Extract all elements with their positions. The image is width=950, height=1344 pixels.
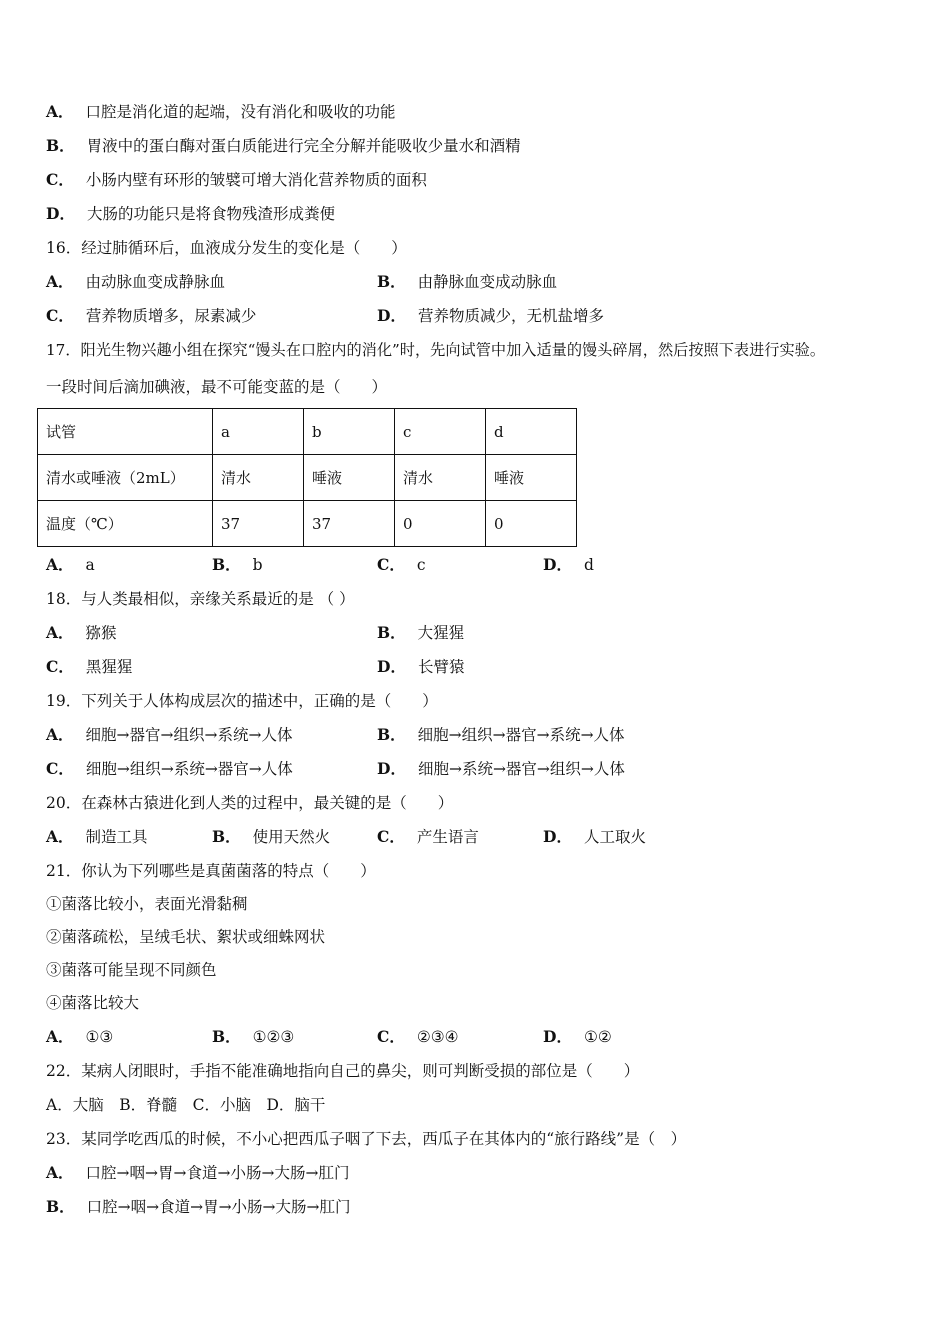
option-text: 长臂猿	[417, 658, 465, 676]
q20-option-d	[543, 827, 646, 847]
table-cell: 试管	[38, 409, 213, 455]
q17-stem-line1: 17．阳光生物兴趣小组在探究“馒头在口腔内的消化”时，先向试管中加入适量的馒头碎屑，然后按照下表进行实验。	[46, 341, 826, 359]
option-label: D．	[543, 1027, 572, 1046]
table-cell: 37	[304, 501, 395, 547]
q15-option-d	[46, 204, 335, 224]
option-text: ①②	[583, 1028, 612, 1046]
option-text: 口腔→咽→食道→胃→小肠→大肠→肛门	[86, 1198, 351, 1216]
q19-option-a	[46, 725, 292, 745]
q21-option-c	[377, 1027, 459, 1047]
option-text: 产生语言	[416, 828, 479, 846]
table-cell: 0	[395, 501, 486, 547]
option-label: A．	[46, 1027, 74, 1046]
option-label: A．	[46, 102, 74, 121]
option-label: A．	[46, 725, 74, 744]
option-label: C．	[46, 657, 74, 676]
q23-option-a	[46, 1163, 349, 1183]
option-label: B．	[377, 272, 406, 291]
table-cell: 温度（℃）	[38, 501, 213, 547]
option-text: c	[416, 556, 426, 574]
option-label: D．	[543, 555, 572, 574]
table-cell: b	[304, 409, 395, 455]
option-text: 由动脉血变成静脉血	[85, 273, 226, 291]
q18-option-d	[377, 657, 464, 677]
q19-option-b	[377, 725, 625, 745]
q21-stem: 21．你认为下列哪些是真菌菌落的特点（ ）	[46, 862, 376, 880]
option-text: 猕猴	[85, 624, 117, 642]
q21-item-2: ②菌落疏松，呈绒毛状、絮状或细蛛网状	[46, 928, 326, 946]
option-label: B．	[212, 1027, 241, 1046]
q19-option-d	[377, 759, 625, 779]
table-cell: a	[213, 409, 304, 455]
q21-option-a	[46, 1027, 113, 1047]
table-row	[38, 409, 577, 455]
q17-option-c	[377, 555, 426, 575]
q20-stem: 20．在森林古猿进化到人类的过程中，最关键的是（ ）	[46, 794, 454, 812]
option-text: 细胞→组织→系统→器官→人体	[85, 760, 293, 778]
option-text: 人工取火	[583, 828, 646, 846]
option-text: 由静脉血变成动脉血	[417, 273, 558, 291]
option-text: 细胞→组织→器官→系统→人体	[417, 726, 625, 744]
table-cell: 0	[486, 501, 577, 547]
table-cell: 37	[213, 501, 304, 547]
table-row	[38, 501, 577, 547]
option-label: B．	[377, 623, 406, 642]
option-text: 胃液中的蛋白酶对蛋白质能进行完全分解并能吸收少量水和酒精	[86, 137, 521, 155]
q18-option-b	[377, 623, 464, 643]
table-cell: 清水	[213, 455, 304, 501]
option-label: C．	[377, 1027, 405, 1046]
q18-option-c	[46, 657, 132, 677]
option-text: 制造工具	[85, 828, 148, 846]
option-text: 细胞→器官→组织→系统→人体	[85, 726, 293, 744]
option-label: D．	[543, 827, 572, 846]
q16-option-c	[46, 306, 256, 326]
option-text: 营养物质减少，无机盐增多	[417, 307, 604, 325]
option-text: 营养物质增多，尿素减少	[85, 307, 257, 325]
q22-options: A．大脑 B．脊髓 C．小脑 D．脑干	[46, 1096, 326, 1114]
option-text: ①③	[85, 1028, 114, 1046]
table-cell: 唾液	[304, 455, 395, 501]
option-label: C．	[46, 759, 74, 778]
table-cell: 唾液	[486, 455, 577, 501]
q21-option-d	[543, 1027, 612, 1047]
q17-option-d	[543, 555, 594, 575]
table-cell: c	[395, 409, 486, 455]
q17-option-b	[212, 555, 263, 575]
q15-option-a	[46, 102, 396, 122]
q17-option-a	[46, 555, 95, 575]
option-text: 口腔是消化道的起端，没有消化和吸收的功能	[85, 103, 396, 121]
q23-option-b	[46, 1197, 351, 1217]
option-label: B．	[212, 555, 241, 574]
option-text: ①②③	[252, 1028, 295, 1046]
q23-stem: 23．某同学吃西瓜的时候，不小心把西瓜子咽了下去，西瓜子在其体内的“旅行路线”是（ ）	[46, 1130, 687, 1148]
option-text: a	[85, 556, 95, 574]
q21-item-1: ①菌落比较小，表面光滑黏稠	[46, 895, 248, 913]
q18-stem: 18．与人类最相似，亲缘关系最近的是 （ ）	[46, 590, 355, 608]
option-label: C．	[46, 170, 74, 189]
q19-option-c	[46, 759, 293, 779]
option-label: B．	[212, 827, 241, 846]
option-label: A．	[46, 1163, 74, 1182]
option-text: 小肠内壁有环形的皱襞可增大消化营养物质的面积	[85, 171, 427, 189]
experiment-table	[37, 408, 577, 547]
option-label: D．	[46, 204, 75, 223]
option-label: D．	[377, 657, 406, 676]
option-label: D．	[377, 306, 406, 325]
option-text: ②③④	[416, 1028, 459, 1046]
table-cell: d	[486, 409, 577, 455]
option-label: A．	[46, 555, 74, 574]
q15-option-c	[46, 170, 427, 190]
option-label: A．	[46, 272, 74, 291]
q20-option-a	[46, 827, 148, 847]
q17-stem-line2: 一段时间后滴加碘液，最不可能变蓝的是（ ）	[46, 378, 388, 396]
q16-option-a	[46, 272, 225, 292]
option-label: B．	[46, 136, 75, 155]
option-text: b	[252, 556, 263, 574]
option-label: A．	[46, 623, 74, 642]
option-text: 大猩猩	[417, 624, 465, 642]
option-label: B．	[46, 1197, 75, 1216]
option-text: d	[583, 556, 594, 574]
option-label: B．	[377, 725, 406, 744]
option-label: C．	[377, 555, 405, 574]
option-text: 口腔→咽→胃→食道→小肠→大肠→肛门	[85, 1164, 350, 1182]
q21-item-4: ④菌落比较大	[46, 994, 140, 1012]
q21-item-3: ③菌落可能呈现不同颜色	[46, 961, 217, 979]
option-label: C．	[377, 827, 405, 846]
option-label: D．	[377, 759, 406, 778]
q19-stem: 19．下列关于人体构成层次的描述中，正确的是（ ）	[46, 692, 438, 710]
q15-option-b	[46, 136, 521, 156]
option-text: 使用天然火	[252, 828, 331, 846]
q18-option-a	[46, 623, 117, 643]
option-text: 大肠的功能只是将食物残渣形成粪便	[86, 205, 335, 223]
q16-option-b	[377, 272, 557, 292]
q20-option-b	[212, 827, 330, 847]
option-label: A．	[46, 827, 74, 846]
option-text: 细胞→系统→器官→组织→人体	[417, 760, 625, 778]
table-row	[38, 455, 577, 501]
q22-stem: 22．某病人闭眼时，手指不能准确地指向自己的鼻尖，则可判断受损的部位是（ ）	[46, 1062, 640, 1080]
table-cell: 清水或唾液（2mL）	[38, 455, 213, 501]
option-text: 黑猩猩	[85, 658, 133, 676]
q16-option-d	[377, 306, 604, 326]
q16-stem: 16．经过肺循环后，血液成分发生的变化是（ ）	[46, 239, 407, 257]
table-cell: 清水	[395, 455, 486, 501]
option-label: C．	[46, 306, 74, 325]
q20-option-c	[377, 827, 479, 847]
q21-option-b	[212, 1027, 294, 1047]
